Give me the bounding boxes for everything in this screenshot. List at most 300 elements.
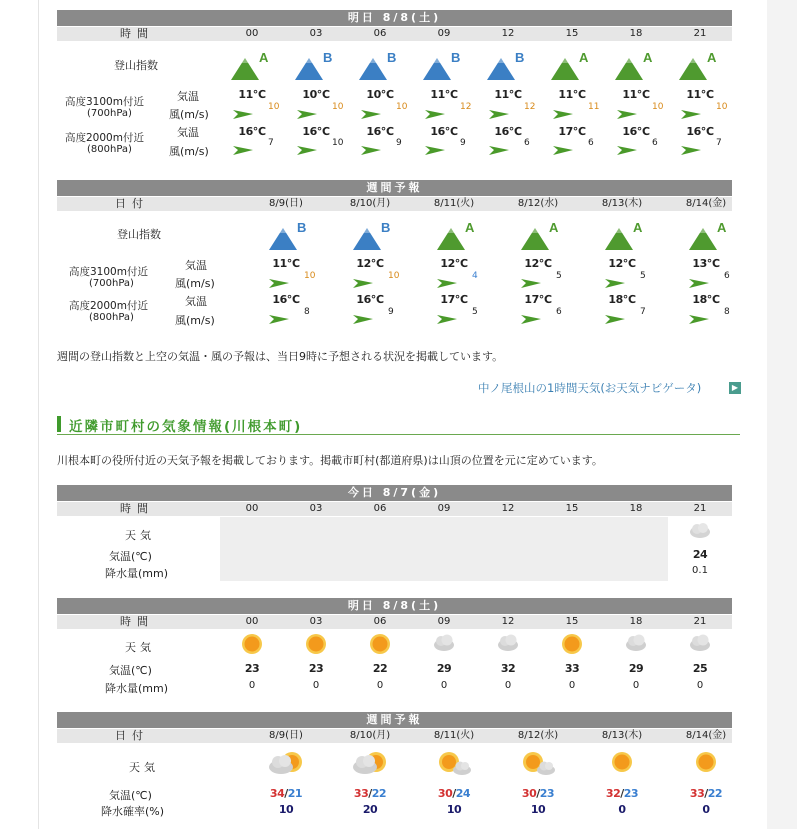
- cloud-icon: [496, 632, 520, 652]
- cloud-sun-icon: [268, 750, 304, 778]
- svg-text:B: B: [451, 50, 461, 65]
- climbing-index-cell: [544, 48, 600, 85]
- date-cell: 8/11(火): [433, 198, 475, 209]
- wind-arrow-icon: [296, 108, 318, 120]
- temperature-value: 16℃: [494, 125, 522, 138]
- hour-cell: 06: [373, 616, 387, 627]
- svg-text:A: A: [643, 50, 653, 65]
- hour-cell: 00: [245, 616, 259, 627]
- temperature-value: 16℃: [302, 125, 330, 138]
- mountain-index-icon: [677, 48, 723, 82]
- section-title: 近隣市町村の気象情報(川根本町): [69, 419, 303, 435]
- low-temp: 23: [539, 787, 555, 800]
- temperature-value: 16℃: [238, 125, 266, 138]
- sun-icon: [304, 632, 328, 656]
- table-header-band: 週間予報: [57, 180, 732, 196]
- link-arrow-icon[interactable]: ▶: [729, 382, 741, 394]
- wind-arrow-icon: [352, 313, 374, 325]
- pop-value: 0: [702, 803, 710, 816]
- temperature-value: 10℃: [302, 88, 330, 101]
- wind-speed: 6: [556, 307, 562, 317]
- precipitation-label: 降水量(mm): [105, 567, 169, 580]
- temperature-value: 22: [372, 662, 388, 675]
- hour-cell: 15: [565, 28, 579, 39]
- sun-icon: [368, 632, 392, 656]
- weather-cell: [220, 632, 284, 659]
- wind-cell: [680, 138, 732, 158]
- climbing-index-cell: [352, 48, 408, 85]
- low-temp: 23: [623, 787, 639, 800]
- temperature-value: 25: [692, 662, 708, 675]
- hour-cell: 21: [693, 616, 707, 627]
- wind-speed: 10: [304, 271, 316, 281]
- hour-cell: 12: [501, 28, 515, 39]
- wind-arrow-icon: [520, 313, 542, 325]
- hour-cell: 03: [309, 503, 323, 514]
- temperature-value: [412, 787, 496, 800]
- temperature-value: 11℃: [238, 88, 266, 101]
- hour-cell: 06: [373, 503, 387, 514]
- wind-cell: [604, 271, 660, 291]
- svg-text:A: A: [549, 220, 559, 235]
- temperature-value: 18℃: [692, 293, 720, 306]
- wind-arrow-icon: [520, 277, 542, 289]
- wind-speed: 10: [332, 138, 344, 148]
- wind-arrow-icon: [488, 144, 510, 156]
- wind-arrow-icon: [680, 108, 702, 120]
- wind-cell: [616, 138, 668, 158]
- weather-cell: [328, 750, 412, 781]
- hour-cell: 03: [309, 28, 323, 39]
- wind-arrow-icon: [616, 144, 638, 156]
- wind-speed: 6: [524, 138, 530, 148]
- precipitation-label: 降水量(mm): [105, 682, 169, 695]
- temperature-value: 17℃: [440, 293, 468, 306]
- town-weekly-table: [57, 712, 732, 822]
- altitude-3100-label: 高度3100m付近: [69, 266, 148, 278]
- high-temp: 30: [521, 787, 537, 800]
- wind-arrow-icon: [424, 108, 446, 120]
- svg-text:B: B: [387, 50, 397, 65]
- svg-text:A: A: [633, 220, 643, 235]
- climbing-index-cell: [608, 48, 664, 85]
- time-header-row: [57, 502, 732, 516]
- temperature-label: 気温(℃): [109, 550, 152, 563]
- temp-row-label: 気温: [177, 90, 199, 103]
- date-cell: 8/10(月): [349, 198, 391, 209]
- hour-cell: 21: [693, 28, 707, 39]
- wind-row-label: 風(m/s): [175, 314, 215, 327]
- temperature-value: 11℃: [686, 88, 714, 101]
- svg-text:B: B: [297, 220, 307, 235]
- time-label: 時間: [120, 502, 154, 515]
- mountain-tomorrow-table: [57, 10, 732, 162]
- hour-cell: 18: [629, 616, 643, 627]
- wind-cell: [352, 271, 408, 291]
- wind-cell: [424, 102, 476, 122]
- cloud-icon: [688, 520, 712, 540]
- table-header-band: 明日 8/8(土): [57, 598, 732, 614]
- wind-speed: 7: [716, 138, 722, 148]
- table-header-band: 週間予報: [57, 712, 732, 728]
- wind-speed: 7: [640, 307, 646, 317]
- weather-cell: [412, 750, 496, 781]
- temperature-value: 13℃: [692, 257, 720, 270]
- precipitation-value: 0.1: [692, 565, 708, 576]
- temperature-value: 16℃: [430, 125, 458, 138]
- wind-arrow-icon: [268, 313, 290, 325]
- wind-speed: 5: [556, 271, 562, 281]
- temperature-value: [244, 787, 328, 800]
- mountain-index-icon: [687, 218, 733, 252]
- mountain-index-icon: [357, 48, 403, 82]
- wind-cell: [352, 307, 408, 327]
- town-note: 川根本町の役所付近の天気予報を掲載しております。掲載市町村(都道府県)は山頂の位置を元に定めています。: [57, 454, 603, 467]
- date-header-row: [57, 197, 732, 211]
- wind-cell: [616, 102, 668, 122]
- hour-cell: 12: [501, 503, 515, 514]
- wind-cell: [604, 307, 660, 327]
- temp-separator: /: [452, 787, 456, 800]
- wind-arrow-icon: [232, 144, 254, 156]
- wind-arrow-icon: [436, 313, 458, 325]
- temperature-label: 気温(℃): [109, 664, 152, 677]
- climbing-index-label: 登山指数: [114, 59, 158, 72]
- wind-speed: 7: [268, 138, 274, 148]
- wind-arrow-icon: [232, 108, 254, 120]
- wind-cell: [296, 138, 348, 158]
- wind-arrow-icon: [352, 277, 374, 289]
- climbing-index-cell: [288, 48, 344, 85]
- climbing-index-cell: [428, 218, 488, 255]
- temperature-value: 10℃: [366, 88, 394, 101]
- high-temp: 34: [269, 787, 285, 800]
- weather-cell: [348, 632, 412, 659]
- precipitation-value: 0: [696, 680, 704, 691]
- climbing-index-cell: [344, 218, 404, 255]
- low-temp: 22: [707, 787, 723, 800]
- weekly-note: 週間の登山指数と上空の気温・風の予報は、当日9時に予想される状況を掲載しています。: [57, 350, 504, 363]
- temperature-value: 11℃: [272, 257, 300, 270]
- temperature-value: 16℃: [356, 293, 384, 306]
- temp-row-label: 気温: [185, 259, 207, 272]
- high-temp: 33: [689, 787, 705, 800]
- wind-arrow-icon: [488, 108, 510, 120]
- wind-speed: 10: [652, 102, 664, 112]
- temp-row-label: 気温: [185, 295, 207, 308]
- high-temp: 32: [605, 787, 621, 800]
- wind-arrow-icon: [680, 144, 702, 156]
- climbing-index-cell: [224, 48, 280, 85]
- climbing-index-label: 登山指数: [117, 228, 161, 241]
- wind-cell: [232, 102, 284, 122]
- svg-text:A: A: [707, 50, 717, 65]
- svg-text:A: A: [579, 50, 589, 65]
- weather-label: 天気: [129, 761, 159, 774]
- sun-icon: [610, 750, 634, 774]
- town-today-table: [57, 485, 732, 585]
- wind-speed: 9: [460, 138, 466, 148]
- high-temp: 33: [353, 787, 369, 800]
- table-header-band: 今日 8/7(金): [57, 485, 732, 501]
- wind-cell: [360, 102, 412, 122]
- hour-cell: 15: [565, 616, 579, 627]
- temperature-value: 12℃: [440, 257, 468, 270]
- temperature-value: 16℃: [686, 125, 714, 138]
- date-cell: 8/13(木): [601, 730, 643, 741]
- sun-icon: [240, 632, 264, 656]
- mountain-weekly-table: [57, 180, 732, 332]
- hour-cell: 09: [437, 616, 451, 627]
- svg-text:B: B: [515, 50, 525, 65]
- wind-arrow-icon: [688, 313, 710, 325]
- cloud-icon: [432, 632, 456, 652]
- climbing-index-cell: [596, 218, 656, 255]
- weather-cell: [668, 632, 732, 655]
- past-hours-shade: [220, 517, 668, 581]
- svg-text:B: B: [323, 50, 333, 65]
- climbing-index-cell: [480, 48, 536, 85]
- mountain-index-icon: [613, 48, 659, 82]
- climbing-index-cell: [680, 218, 740, 255]
- svg-text:A: A: [465, 220, 475, 235]
- wind-speed: 9: [396, 138, 402, 148]
- mountain-index-icon: [421, 48, 467, 82]
- wind-row-label: 風(m/s): [169, 108, 209, 121]
- precipitation-value: 0: [248, 680, 256, 691]
- wind-cell: [488, 102, 540, 122]
- temperature-value: 33: [564, 662, 580, 675]
- wind-speed: 5: [640, 271, 646, 281]
- pop-value: 20: [362, 803, 378, 816]
- temp-separator: /: [536, 787, 540, 800]
- wind-speed: 11: [588, 102, 600, 112]
- wind-arrow-icon: [552, 108, 574, 120]
- mountain-index-icon: [229, 48, 275, 82]
- hour-cell: 00: [245, 28, 259, 39]
- temperature-value: 32: [500, 662, 516, 675]
- low-temp: 24: [455, 787, 471, 800]
- wind-cell: [552, 102, 604, 122]
- wind-cell: [296, 102, 348, 122]
- wind-arrow-icon: [552, 144, 574, 156]
- high-temp: 30: [437, 787, 453, 800]
- mountain-index-icon: [293, 48, 339, 82]
- mountain-index-icon: [435, 218, 481, 252]
- hour-cell: 15: [565, 503, 579, 514]
- pop-value: 0: [618, 803, 626, 816]
- weather-cell: [284, 632, 348, 659]
- altitude-3100-label: 高度3100m付近: [65, 96, 144, 108]
- temperature-value: 23: [244, 662, 260, 675]
- temperature-value: 12℃: [356, 257, 384, 270]
- date-cell: 8/9(日): [269, 198, 303, 209]
- pressure-700-label: (700hPa): [89, 278, 134, 289]
- sun-cloud-icon: [436, 750, 472, 778]
- wind-speed: 6: [724, 271, 730, 281]
- time-label: 時間: [120, 615, 154, 628]
- wind-speed: 6: [652, 138, 658, 148]
- precipitation-value: 0: [504, 680, 512, 691]
- temperature-value: 11℃: [622, 88, 650, 101]
- hour-cell: 03: [309, 616, 323, 627]
- hour-cell: 09: [437, 503, 451, 514]
- mountain-index-icon: [485, 48, 531, 82]
- temperature-value: 23: [308, 662, 324, 675]
- hourly-weather-link[interactable]: 中ノ尾根山の1時間天気(お天気ナビゲータ): [478, 381, 702, 395]
- mountain-index-icon: [549, 48, 595, 82]
- climbing-index-cell: [416, 48, 472, 85]
- weather-cell: [476, 632, 540, 655]
- wind-arrow-icon: [604, 313, 626, 325]
- weather-cell: [668, 520, 732, 543]
- weather-cell: [580, 750, 664, 777]
- wind-arrow-icon: [604, 277, 626, 289]
- temp-separator: /: [620, 787, 624, 800]
- temperature-value: [664, 787, 748, 800]
- table-header-band: 明日 8/8(土): [57, 10, 732, 26]
- sun-cloud-icon: [520, 750, 556, 778]
- temperature-value: 16℃: [366, 125, 394, 138]
- weather-cell: [496, 750, 580, 781]
- wind-arrow-icon: [360, 108, 382, 120]
- date-cell: 8/12(水): [517, 198, 559, 209]
- temperature-value: 24: [692, 548, 708, 561]
- pop-value: 10: [530, 803, 546, 816]
- hour-cell: 09: [437, 28, 451, 39]
- weather-label: 天気: [125, 641, 155, 654]
- pressure-800-label: (800hPa): [89, 312, 134, 323]
- wind-arrow-icon: [436, 277, 458, 289]
- weather-cell: [664, 750, 748, 777]
- temperature-value: [496, 787, 580, 800]
- weather-cell: [244, 750, 328, 781]
- wind-cell: [520, 271, 576, 291]
- temperature-value: 29: [628, 662, 644, 675]
- mountain-index-icon: [603, 218, 649, 252]
- mountain-index-icon: [351, 218, 397, 252]
- wind-speed: 10: [396, 102, 408, 112]
- hour-cell: 21: [693, 503, 707, 514]
- pressure-800-label: (800hPa): [87, 144, 132, 155]
- wind-cell: [268, 307, 324, 327]
- date-cell: 8/12(水): [517, 730, 559, 741]
- wind-cell: [680, 102, 732, 122]
- precipitation-value: 0: [632, 680, 640, 691]
- mountain-index-icon: [267, 218, 313, 252]
- wind-cell: [520, 307, 576, 327]
- temperature-value: 12℃: [608, 257, 636, 270]
- wind-speed: 12: [460, 102, 472, 112]
- time-header-row: [57, 615, 732, 629]
- temperature-value: 11℃: [430, 88, 458, 101]
- wind-cell: [424, 138, 476, 158]
- temp-separator: /: [284, 787, 288, 800]
- town-tomorrow-table: [57, 598, 732, 698]
- pop-value: 10: [278, 803, 294, 816]
- wind-speed: 8: [724, 307, 730, 317]
- svg-text:B: B: [381, 220, 391, 235]
- precipitation-value: 0: [312, 680, 320, 691]
- wind-arrow-icon: [616, 108, 638, 120]
- wind-arrow-icon: [360, 144, 382, 156]
- precipitation-value: 0: [568, 680, 576, 691]
- wind-arrow-icon: [688, 277, 710, 289]
- wind-speed: 5: [472, 307, 478, 317]
- temp-row-label: 気温: [177, 126, 199, 139]
- wind-row-label: 風(m/s): [169, 145, 209, 158]
- wind-speed: 8: [304, 307, 310, 317]
- precipitation-value: 0: [440, 680, 448, 691]
- wind-arrow-icon: [268, 277, 290, 289]
- wind-speed: 4: [472, 271, 478, 281]
- wind-speed: 10: [268, 102, 280, 112]
- altitude-2000-label: 高度2000m付近: [69, 300, 148, 312]
- climbing-index-cell: [260, 218, 320, 255]
- temperature-value: 11℃: [494, 88, 522, 101]
- date-cell: 8/13(木): [601, 198, 643, 209]
- wind-arrow-icon: [296, 144, 318, 156]
- date-cell: 8/10(月): [349, 730, 391, 741]
- cloud-sun-icon: [352, 750, 388, 778]
- sun-icon: [694, 750, 718, 774]
- wind-cell: [688, 307, 744, 327]
- section-heading: [57, 414, 740, 435]
- temperature-label: 気温(℃): [109, 789, 152, 802]
- climbing-index-cell: [512, 218, 572, 255]
- pressure-700-label: (700hPa): [87, 108, 132, 119]
- wind-cell: [436, 307, 492, 327]
- weather-cell: [604, 632, 668, 655]
- hour-cell: 18: [629, 503, 643, 514]
- temperature-value: 11℃: [558, 88, 586, 101]
- wind-cell: [232, 138, 284, 158]
- temperature-value: 16℃: [272, 293, 300, 306]
- wind-speed: 12: [524, 102, 536, 112]
- svg-text:A: A: [259, 50, 269, 65]
- date-cell: 8/11(火): [433, 730, 475, 741]
- date-cell: 8/9(日): [269, 730, 303, 741]
- wind-cell: [488, 138, 540, 158]
- low-temp: 22: [371, 787, 387, 800]
- temperature-value: 12℃: [524, 257, 552, 270]
- hour-cell: 12: [501, 616, 515, 627]
- svg-text:A: A: [717, 220, 727, 235]
- time-label: 時間: [120, 27, 154, 40]
- temperature-value: [328, 787, 412, 800]
- section-bar: [57, 416, 61, 432]
- wind-arrow-icon: [424, 144, 446, 156]
- date-header-row: [57, 729, 732, 743]
- wind-row-label: 風(m/s): [175, 277, 215, 290]
- wind-speed: 9: [388, 307, 394, 317]
- wind-speed: 10: [388, 271, 400, 281]
- altitude-2000-label: 高度2000m付近: [65, 132, 144, 144]
- temperature-value: 29: [436, 662, 452, 675]
- mountain-index-icon: [519, 218, 565, 252]
- wind-speed: 10: [716, 102, 728, 112]
- wind-cell: [552, 138, 604, 158]
- weather-label: 天気: [125, 529, 155, 542]
- wind-speed: 6: [588, 138, 594, 148]
- precipitation-value: 0: [376, 680, 384, 691]
- hour-cell: 00: [245, 503, 259, 514]
- cloud-icon: [624, 632, 648, 652]
- wind-cell: [436, 271, 492, 291]
- temperature-value: [580, 787, 664, 800]
- hour-cell: 06: [373, 28, 387, 39]
- wind-cell: [360, 138, 412, 158]
